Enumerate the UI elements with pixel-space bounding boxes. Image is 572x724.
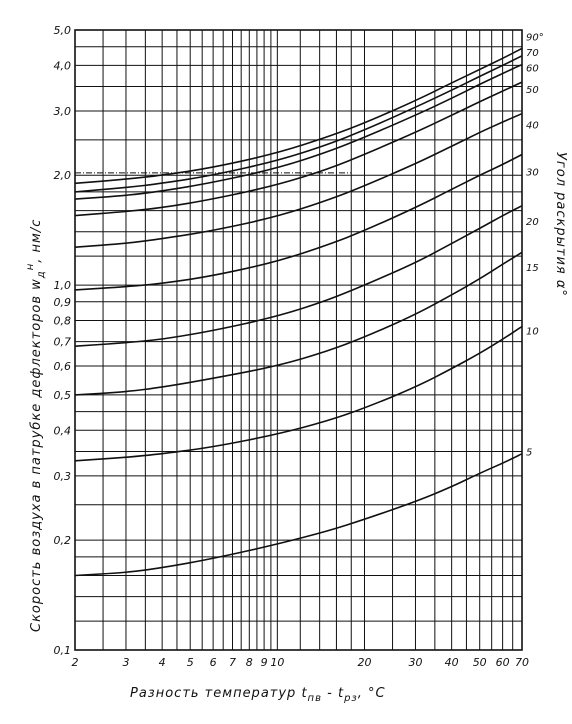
x-tick-labels [72, 656, 530, 669]
x-tick-label: 2 [71, 656, 79, 669]
curve-angle-10 [75, 326, 522, 460]
angle-label: 60 [526, 63, 539, 75]
y-tick-label: 0,3 [53, 469, 71, 483]
y-tick-label: 0,6 [53, 360, 71, 374]
x-tick-label: 70 [515, 656, 529, 669]
angle-label: 50 [526, 84, 539, 96]
y-tick-label: 0,9 [53, 295, 71, 309]
y-tick-label: 0,1 [53, 644, 71, 657]
grid [75, 30, 522, 650]
y-tick-label: 3,0 [53, 104, 71, 118]
x-tick-label: 10 [270, 656, 285, 669]
y-tick-labels [54, 24, 72, 657]
angle-label: 5 [526, 447, 533, 459]
y-tick-label: 4,0 [53, 59, 71, 73]
y-axis-label: Скорость воздуха в патрубке дефлекторов $w_д^н$, нм/с [25, 218, 47, 632]
y-tick-label: 0,4 [53, 424, 71, 438]
curve-angle-50 [75, 82, 522, 216]
x-axis-label: Разность температур $t_{пв} - t_{рз}$, °C [130, 686, 386, 704]
angle-label: 20 [526, 216, 539, 228]
y-tick-label: 5,0 [53, 24, 71, 37]
curve-angle-20 [75, 206, 522, 347]
angle-label: 70 [526, 48, 539, 60]
x-tick-label: 5 [186, 656, 194, 669]
x-tick-label: 9 [260, 656, 268, 669]
x-tick-label: 20 [357, 656, 372, 669]
angle-label: 40 [526, 120, 539, 132]
y-tick-label: 0,2 [53, 534, 71, 548]
angle-label: 10 [526, 326, 539, 338]
x-tick-label: 6 [209, 656, 217, 669]
curve-angle-40 [75, 114, 522, 248]
right-axis-label: Угол раскрытия α° [553, 152, 568, 297]
x-tick-label: 4 [158, 656, 166, 669]
angle-label: 90° [526, 32, 544, 44]
x-tick-label: 50 [472, 656, 487, 669]
y-tick-label: 0,8 [53, 314, 71, 328]
angle-labels [526, 32, 544, 458]
x-tick-label: 7 [229, 656, 237, 669]
curve-angle-15 [75, 252, 522, 395]
angle-label: 15 [526, 263, 539, 275]
curve-angle-70 [75, 56, 522, 192]
x-tick-label: 30 [408, 656, 423, 669]
y-tick-label: 1,0 [53, 279, 71, 293]
curve-angle-90 [75, 48, 522, 183]
angle-label: 30 [526, 167, 539, 179]
y-tick-label: 0,7 [53, 335, 71, 349]
x-tick-label: 8 [245, 656, 253, 669]
y-tick-label: 0,5 [53, 388, 71, 402]
x-tick-label: 40 [444, 656, 459, 669]
curves [75, 48, 522, 575]
y-tick-label: 2,0 [53, 169, 71, 183]
x-tick-label: 3 [122, 656, 130, 669]
x-tick-label: 60 [495, 656, 510, 669]
